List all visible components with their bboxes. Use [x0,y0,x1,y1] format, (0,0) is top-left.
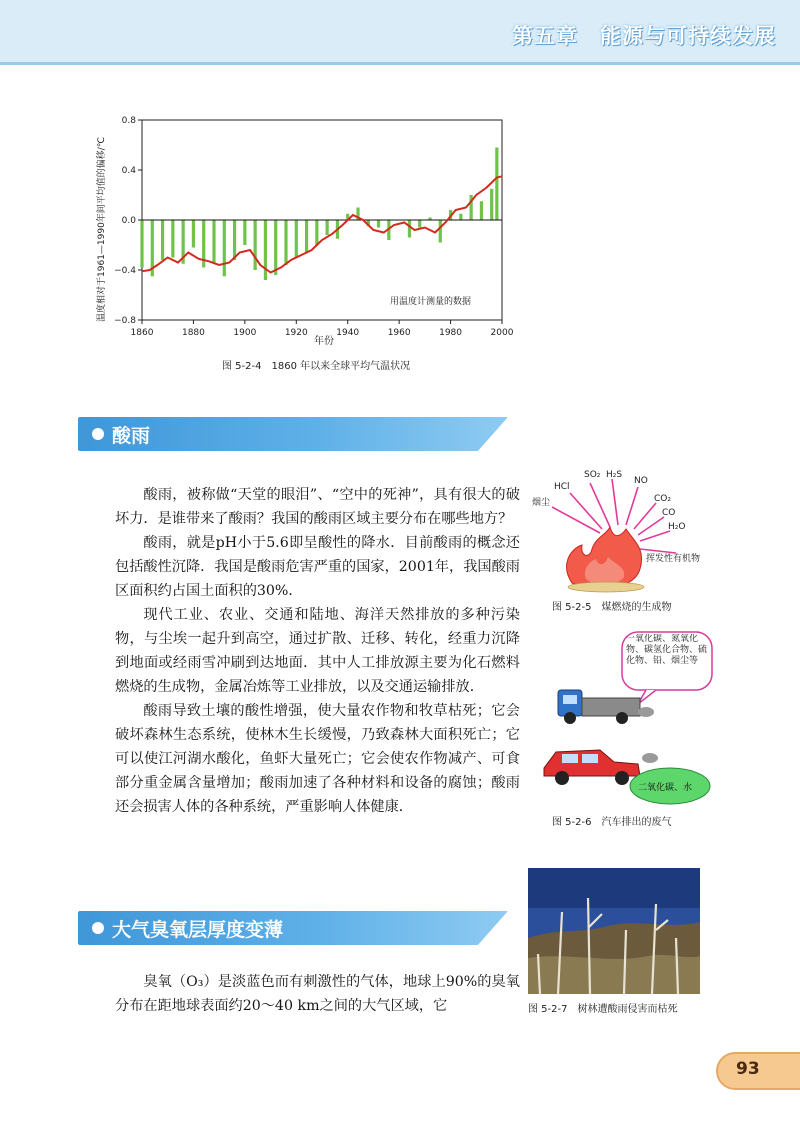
x-tick-label: 2000 [490,328,514,338]
temperature-trend-line [142,176,502,272]
figure-5-2-4-caption: 图 5-2-4 1860 年以来全球平均气温状况 [222,361,411,372]
truck-icon [558,690,654,724]
x-tick-label: 1920 [284,328,308,338]
x-axis-label: 年份 [314,336,334,347]
figure-5-2-6-caption: 图 5-2-6 汽车排出的废气 [552,817,672,828]
chart-bar [295,220,298,258]
chart-bar [315,220,318,245]
figure-5-2-7-caption: 图 5-2-7 树林遭酸雨侵害而枯死 [528,1004,678,1015]
x-tick-label: 1900 [233,328,257,338]
temperature-chart [90,108,520,348]
label-soot: 烟尘 [532,498,551,508]
temperature-chart-svg [90,108,520,348]
chart-annotation: 用温度计测量的数据 [390,297,472,307]
chart-bar [480,201,483,220]
y-tick-label: 0.0 [121,216,136,226]
clean-exhaust-text: 二氧化碳、水 [638,783,693,793]
y-axis-label: 温度相对于1961—1990年间平均值的偏移/℃ [97,137,107,322]
vehicle-exhaust-illustration [530,628,730,808]
x-tick-label: 1860 [130,328,154,338]
figure-5-2-7 [528,868,700,994]
label-voc: 挥发性有机物 [646,554,701,564]
chart-bar [264,220,267,280]
section-banner-ozone [78,911,508,945]
label-so2: SO₂ [584,470,601,480]
figure-5-2-5-caption: 图 5-2-5 煤燃烧的生成物 [552,602,672,613]
coal-combustion-illustration [530,465,730,595]
chart-bar [274,220,277,275]
x-tick-label: 1960 [387,328,411,338]
x-tick-label: 1940 [336,328,360,338]
ozone-text [115,970,520,1018]
chart-bar [161,220,164,260]
chart-bar [377,220,380,228]
label-no: NO [634,476,648,486]
label-h2s: H₂S [606,470,623,480]
chart-bar [254,220,257,270]
bullet-dot-icon [92,428,104,440]
chart-bar [495,148,498,221]
section-title-ozone: 大气臭氧层厚度变薄 [112,919,284,941]
label-hcl: HCl [554,482,570,492]
chart-bar [326,220,329,235]
paragraph: 酸雨，被称做“天堂的眼泪”、“空中的死神”，具有很大的破坏力．是谁带来了酸雨？我国的酸雨区域主要分布在哪些地方？ [115,487,520,527]
chart-bar [490,189,493,220]
y-tick-label: −0.8 [114,316,136,326]
chart-bar [305,220,308,253]
bullet-dot-icon [92,922,104,934]
chart-bar [212,220,215,264]
section-title-acid-rain: 酸雨 [112,425,151,447]
x-tick-label: 1880 [181,328,205,338]
y-tick-label: 0.4 [121,166,136,176]
paragraph: 酸雨导致土壤的酸性增强，使大量农作物和牧草枯死；它会破坏森林生态系统，使林木生长缓慢，乃致森林大面积死亡；它可以使江河湖水酸化，鱼虾大量死亡；它会使农作物减产、可食部分重金属含量增加；酸雨加速了各种材料和设备的腐蚀；酸雨还会损害人体的各种系统，严重影响人体健康． [115,703,520,815]
figure-5-2-6 [530,628,730,808]
section-banner-acid-rain [78,417,508,451]
chart-bar [171,220,174,258]
paragraph: 臭氧（O₃）是淡蓝色而有刺激性的气体，地球上90%的臭氧分布在距地球表面约20～40 km之间的大气区域，它 [115,974,520,1014]
chart-bar [284,220,287,265]
chart-bar [192,220,195,248]
chart-bar [439,220,442,243]
figure-5-2-5 [530,465,730,595]
chapter-title: 第五章 能源与可持续发展 [512,24,776,48]
acid-rain-text [115,483,520,819]
pollutant-bubble-text: 一氧化碳、氮氧化物、碳氢化合物、硫化物、铅、烟尘等 [626,634,708,666]
label-co: CO [662,508,676,518]
header-divider [0,62,800,65]
y-tick-label: −0.4 [114,266,136,276]
x-tick-label: 1980 [439,328,463,338]
fire-icon [567,527,644,592]
chart-bar [243,220,246,245]
dead-forest-photo [528,868,700,994]
label-co2: CO₂ [654,494,671,504]
paragraph: 现代工业、农业、交通和陆地、海洋天然排放的多种污染物，与尘埃一起升到高空，通过扩散、迁移、转化，经重力沉降到地面或经雨雪冲刷到达地面．其中人工排放源主要为化石燃料燃烧的生成物，金属冶炼等工业排放，以及交通运输排放． [115,607,520,695]
chart-bar [418,220,421,228]
chart-bar [233,220,236,260]
page-number: 93 [736,1059,760,1079]
chart-bar [223,220,226,276]
y-tick-label: 0.8 [121,116,136,126]
paragraph: 酸雨，就是pH小于5.6即呈酸性的降水．目前酸雨的概念还包括酸性沉降．我国是酸雨危害严重的国家，2001年，我国酸雨区面积约占国土面积的30%． [115,535,520,599]
chart-bar [140,220,143,268]
chart-bar [408,220,411,238]
chart-bar [459,214,462,220]
label-h2o: H₂O [668,522,686,532]
